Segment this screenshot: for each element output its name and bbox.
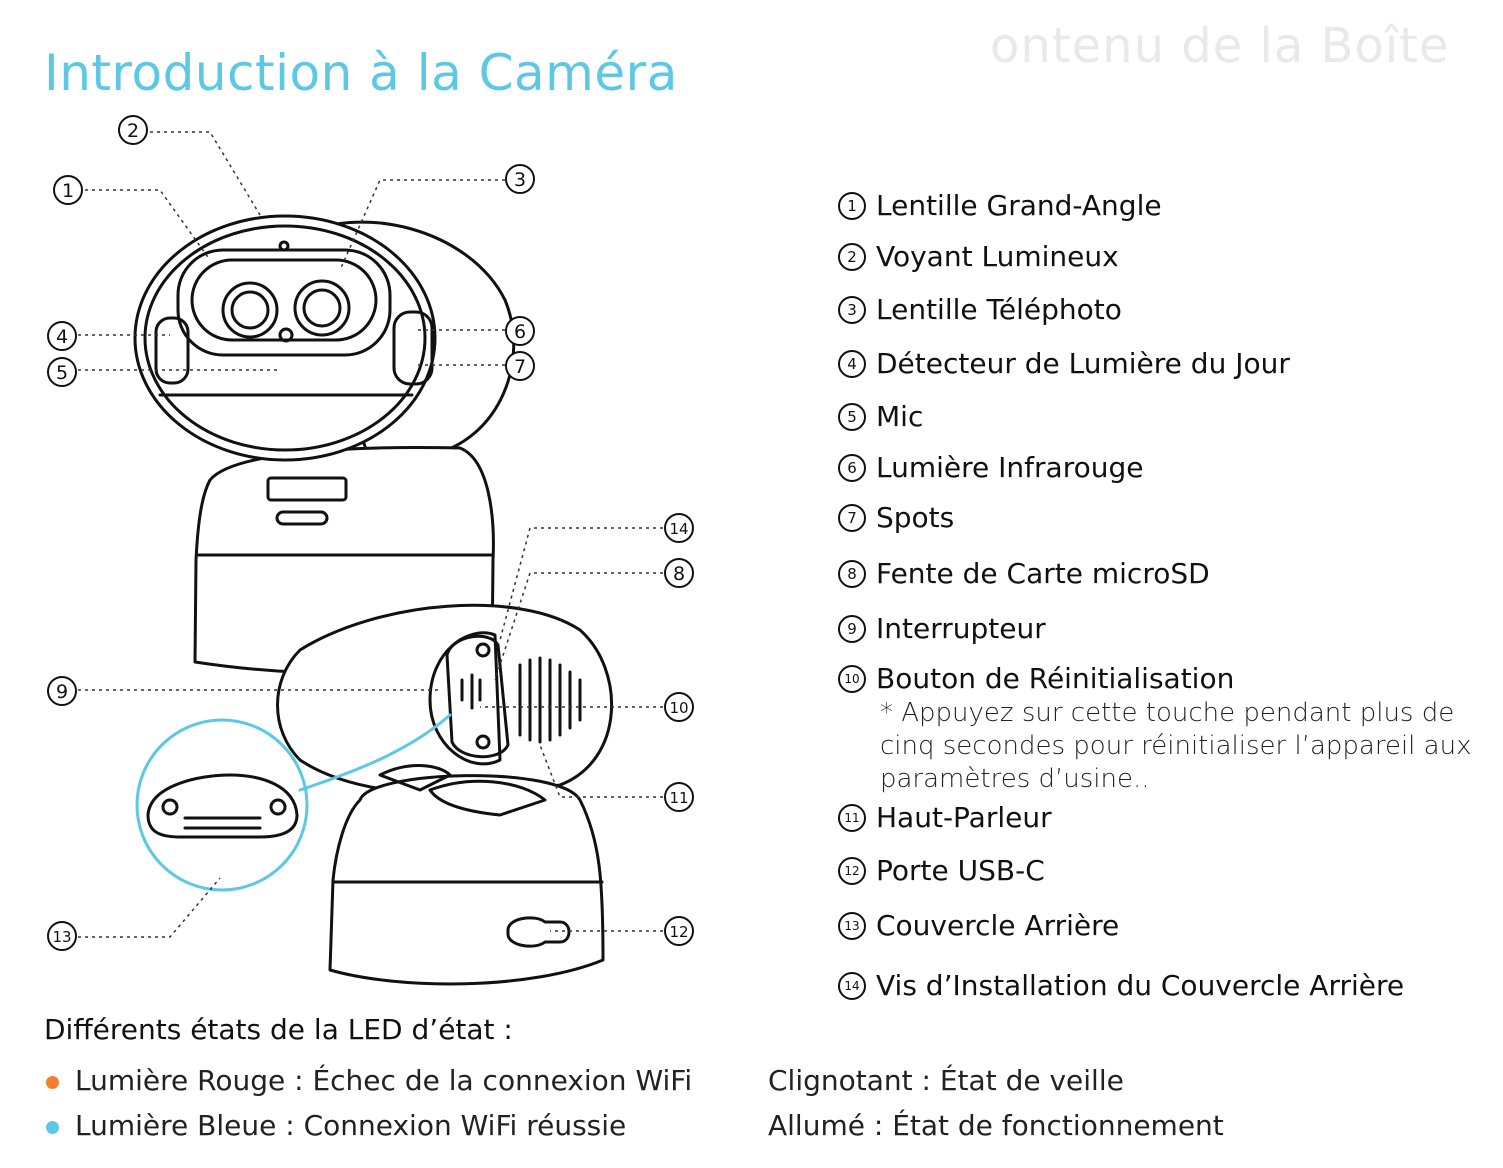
legend-item-11	[838, 801, 1052, 834]
legend-item-5	[838, 400, 923, 433]
legend-label: Bouton de Réinitialisation	[876, 662, 1235, 695]
legend-label: Lentille Téléphoto	[876, 293, 1122, 326]
callout-8: 8	[672, 563, 686, 585]
legend-number: 9	[838, 615, 866, 643]
blue-dot-icon	[46, 1121, 59, 1134]
legend-label: Détecteur de Lumière du Jour	[876, 347, 1290, 380]
callout-5: 5	[55, 362, 69, 384]
legend-label: Voyant Lumineux	[876, 240, 1119, 273]
red-dot-icon	[46, 1076, 59, 1089]
led-row-blue	[44, 1109, 626, 1142]
legend-number: 11	[838, 804, 866, 832]
legend-item-2	[838, 240, 1119, 273]
callout-7: 7	[513, 356, 527, 378]
legend-label: Haut-Parleur	[876, 801, 1052, 834]
led-states-title: Différents états de la LED d’état :	[44, 1013, 513, 1046]
legend-item-12	[838, 854, 1045, 887]
legend-label: Lumière Infrarouge	[876, 451, 1144, 484]
legend-label: Spots	[876, 501, 955, 534]
legend-label: Fente de Carte microSD	[876, 557, 1210, 590]
callout-9: 9	[55, 681, 69, 703]
callout-3: 3	[513, 169, 527, 191]
legend-item-13	[838, 909, 1119, 942]
legend-item-8	[838, 557, 1210, 590]
callout-10: 10	[669, 699, 689, 717]
led-row-red	[44, 1064, 692, 1097]
legend-label: Interrupteur	[876, 612, 1046, 645]
callout-6: 6	[513, 321, 527, 343]
camera-diagram	[0, 0, 800, 1010]
legend-item-3	[838, 293, 1122, 326]
legend-item-6	[838, 451, 1143, 484]
legend-number: 14	[838, 972, 866, 1000]
callout-12: 12	[669, 923, 689, 941]
page-title: Introduction à la Caméra	[44, 43, 678, 102]
callout-14: 14	[669, 520, 689, 538]
legend-item-14	[838, 969, 1404, 1002]
legend-item-1	[838, 189, 1162, 222]
legend-item-9	[838, 612, 1046, 645]
rear-camera-base	[330, 776, 603, 984]
legend-number: 8	[838, 560, 866, 588]
legend-number: 5	[838, 403, 866, 431]
legend-number: 4	[838, 350, 866, 378]
legend-number: 6	[838, 454, 866, 482]
legend-number: 7	[838, 504, 866, 532]
legend-label: Lentille Grand-Angle	[876, 189, 1162, 222]
legend-label: Vis d’Installation du Couvercle Arrière	[876, 969, 1405, 1002]
led-red-text: Lumière Rouge : Échec de la connexion WiFi	[75, 1064, 693, 1097]
legend-number: 13	[838, 912, 866, 940]
legend-number: 12	[838, 857, 866, 885]
legend-number: 10	[838, 665, 866, 693]
callout-1: 1	[61, 180, 75, 202]
legend-label: Mic	[876, 400, 924, 433]
front-camera-head	[135, 216, 435, 460]
reset-note: * Appuyez sur cette touche pendant plus de cinq secondes pour réinitialiser l’appareil aux paramètres d’usine..	[880, 698, 1472, 794]
legend-number: 1	[838, 192, 866, 220]
legend-number: 3	[838, 296, 866, 324]
background-bleed-text: ontenu de la Boîte	[990, 18, 1450, 74]
led-blue-text: Lumière Bleue : Connexion WiFi réussie	[75, 1109, 627, 1142]
callout-11: 11	[669, 789, 689, 807]
callout-2: 2	[126, 120, 140, 142]
callout-13: 13	[52, 928, 72, 946]
legend-item-10	[838, 662, 1234, 695]
led-state-on: Allumé : État de fonctionnement	[768, 1109, 1224, 1142]
callout-4: 4	[55, 326, 69, 348]
legend-item-4	[838, 347, 1290, 380]
led-state-blinking: Clignotant : État de veille	[768, 1064, 1124, 1097]
legend-label: Couvercle Arrière	[876, 909, 1120, 942]
legend-item-7	[838, 501, 954, 534]
legend-label: Porte USB-C	[876, 854, 1045, 887]
legend-number: 2	[838, 243, 866, 271]
